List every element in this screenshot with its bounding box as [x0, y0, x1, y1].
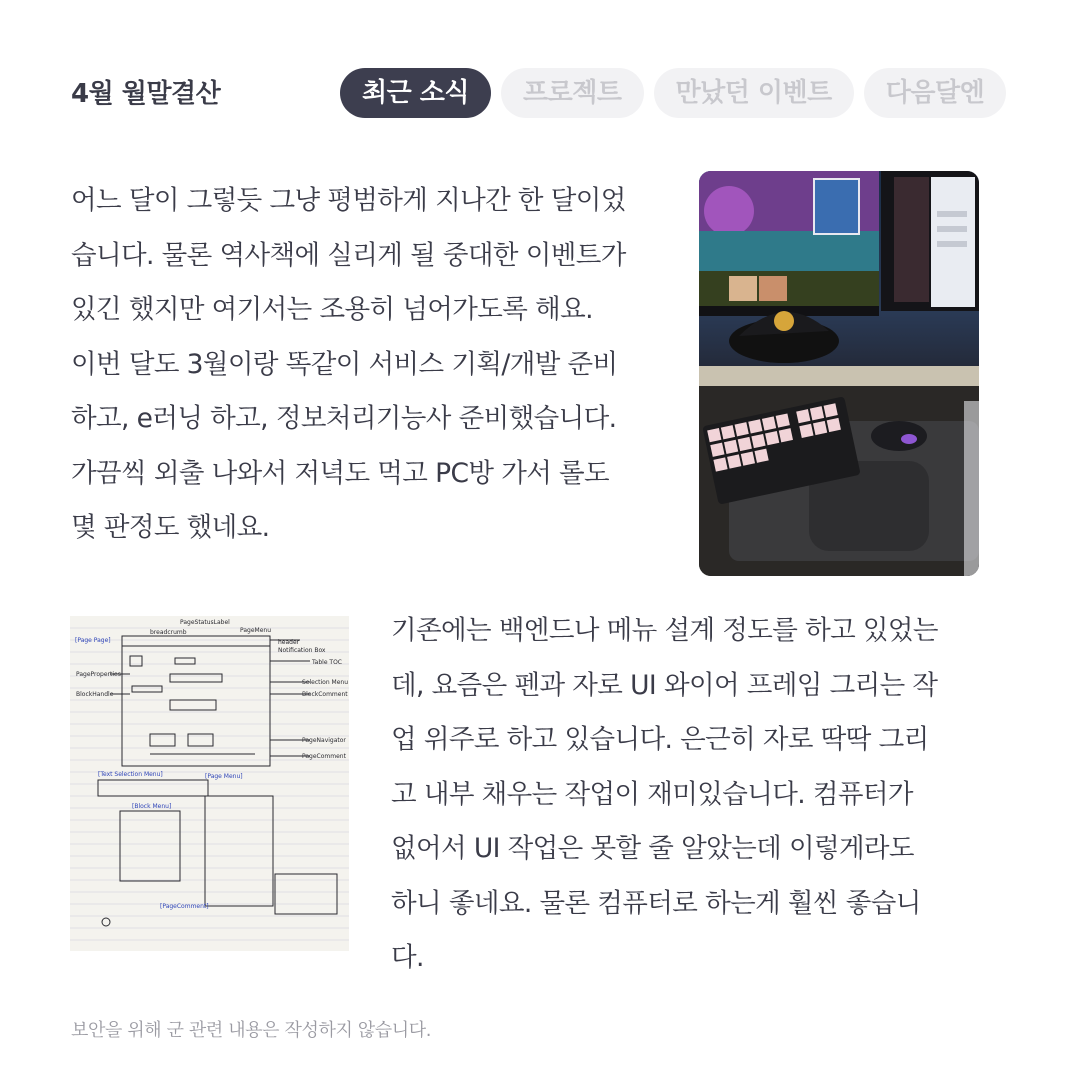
sketch-label: BlockHandle [76, 691, 114, 698]
sketch-label: BlockComment [302, 691, 348, 698]
tab-projects[interactable]: 프로젝트 [501, 68, 643, 118]
section-title: 4월 월말결산 [71, 79, 221, 109]
paragraph-2-line: 업 위주로 하고 있습니다. 은근히 자로 딱딱 그리 [391, 724, 929, 755]
desk-photo [699, 171, 979, 576]
tab-bar [340, 68, 1006, 118]
tab-next-month[interactable]: 다음달엔 [864, 68, 1006, 118]
sketch-label: PageProperties [76, 671, 121, 678]
sketch-label: Selection Menu [302, 679, 349, 686]
paragraph-2-line: 데, 요즘은 펜과 자로 UI 와이어 프레임 그리는 작 [391, 669, 938, 701]
wireframe-sketch-drawing [70, 616, 349, 951]
paragraph-2 [391, 604, 991, 986]
sketch-label: Notification Box [278, 647, 326, 654]
paragraph-1-line: 이번 달도 3월이랑 똑같이 서비스 기획/개발 준비 [71, 348, 618, 380]
sketch-label: PageNavigator [302, 737, 346, 744]
paragraph-2-line: 하니 좋네요. 물론 컴퓨터로 하는게 훨씬 좋습니 [391, 887, 921, 919]
sketch-label: [PageComment] [160, 903, 209, 910]
footnote: 보안을 위해 군 관련 내용은 작성하지 않습니다. [71, 1020, 432, 1041]
tab-events[interactable]: 만났던 이벤트 [654, 68, 854, 118]
header [0, 0, 1080, 120]
paragraph-1-line: 하고, e러닝 하고, 정보처리기능사 준비했습니다. [71, 403, 617, 434]
paragraph-2-line: 고 내부 채우는 작업이 재미있습니다. 컴퓨터가 [391, 778, 913, 810]
sketch-label: header [278, 639, 300, 646]
sketch-label: [Text Selection Menu] [98, 771, 163, 778]
sketch-label: Table TOC [312, 659, 342, 666]
wireframe-sketch [70, 616, 349, 951]
desk-photo-illustration [699, 171, 979, 576]
tab-recent-news[interactable]: 최근 소식 [340, 68, 491, 118]
sketch-label: [Page Menu] [205, 773, 243, 780]
paragraph-1-line: 있긴 했지만 여기서는 조용히 넘어가도록 해요. [71, 294, 593, 325]
paragraph-1-line: 어느 달이 그렇듯 그냥 평범하게 지나간 한 달이었 [71, 185, 626, 216]
sketch-label: breadcrumb [150, 629, 187, 636]
paragraph-2-line: 없어서 UI 작업은 못할 줄 알았는데 이렇게라도 [391, 833, 914, 864]
sketch-label: [Block Menu] [132, 803, 172, 810]
paragraph-1-line: 습니다. 물론 역사책에 실리게 될 중대한 이벤트가 [71, 239, 626, 271]
sketch-label: PageComment [302, 753, 346, 760]
paragraph-1 [71, 174, 671, 556]
paragraph-2-line: 기존에는 백엔드나 메뉴 설계 정도를 하고 있었는 [391, 615, 938, 646]
sketch-label: PageStatusLabel [180, 619, 230, 626]
paragraph-1-line: 가끔씩 외출 나와서 저녁도 먹고 PC방 가서 롤도 [71, 457, 610, 489]
sketch-label: PageMenu [240, 627, 271, 634]
paragraph-1-line: 몇 판정도 했네요. [71, 512, 270, 543]
sketch-label: [Page Page] [75, 637, 111, 644]
paragraph-2-line: 다. [391, 942, 424, 973]
